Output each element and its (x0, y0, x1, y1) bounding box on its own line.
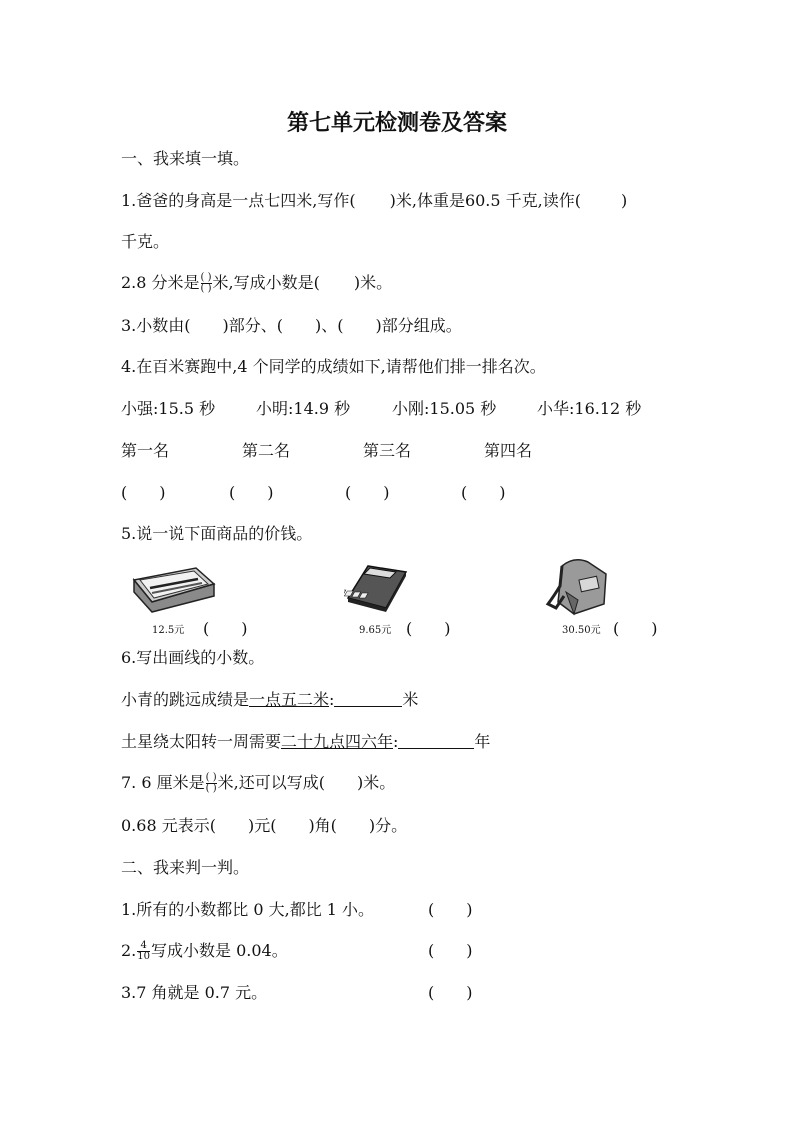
question-4: 4.在百米赛跑中,4 个同学的成绩如下,请帮他们排一排名次。 (121, 357, 546, 376)
price-3: 30.50元 (562, 625, 601, 636)
q6a-text: 小青的跳远成绩是 (121, 690, 250, 709)
q7-fraction[interactable] (206, 773, 217, 794)
judge-blank-1[interactable]: ( ) (428, 900, 473, 919)
price-1: 12.5元 (152, 625, 185, 636)
question-6a (121, 689, 418, 711)
price-blank-3[interactable]: ( ) (613, 619, 658, 638)
rank-3: 第三名 (363, 441, 412, 460)
fraction-denominator: ( ) (205, 783, 217, 794)
section-fill-heading: 一、我来填一填。 (121, 149, 250, 168)
calculator-icon (344, 562, 408, 614)
price-2: 9.65元 (359, 625, 392, 636)
q1-text-b: )米,体重是60.5 千克,读作( (389, 191, 581, 210)
result-4: 小华:16.12 秒 (537, 399, 642, 418)
result-1: 小强:15.5 秒 (121, 399, 216, 418)
q2-text-b: 米,写成小数是( (212, 273, 320, 292)
result-2: 小明:14.9 秒 (256, 399, 351, 418)
rank-blank-1[interactable]: ( ) (121, 483, 166, 502)
q2-text-a: 2.8 分米是 (121, 273, 200, 292)
question-2 (121, 272, 392, 294)
section-judge-heading: 二、我来判一判。 (121, 858, 250, 877)
q1-text-a: 1.爸爸的身高是一点七四米,写作( (121, 191, 356, 210)
question-6: 6.写出画线的小数。 (121, 648, 265, 667)
judge-1: 1.所有的小数都比 0 大,都比 1 小。 (121, 900, 375, 919)
question-1-cont: 千克。 (121, 232, 170, 251)
question-3: 3.小数由( )部分、( )、( )部分组成。 (121, 316, 462, 335)
backpack-icon (544, 556, 612, 616)
j2-text: 写成小数是 0.04。 (151, 941, 288, 960)
rank-blank-2[interactable]: ( ) (229, 483, 274, 502)
pencil-case-icon (128, 562, 218, 614)
judge-3: 3.7 角就是 0.7 元。 (121, 983, 268, 1002)
rank-2: 第二名 (242, 441, 291, 460)
fraction-numerator: 4 (140, 940, 147, 951)
q7-text-a: 7. 6 厘米是 (121, 773, 205, 792)
q6a-unit: 米 (402, 690, 419, 709)
q7-text-b: 米,还可以写成( (217, 773, 325, 792)
price-blank-1[interactable]: ( ) (203, 619, 248, 638)
fraction-numerator: ( ) (205, 772, 217, 783)
question-7 (121, 772, 395, 794)
price-blank-2[interactable]: ( ) (406, 619, 451, 638)
j2-number: 2. (121, 941, 137, 960)
q6a-colon: : (329, 690, 335, 709)
fraction-denominator: 10 (137, 951, 150, 962)
rank-1: 第一名 (121, 441, 170, 460)
rank-4: 第四名 (484, 441, 533, 460)
q6b-unit: 年 (474, 732, 491, 751)
q6a-underlined: 一点五二米 (249, 690, 330, 709)
question-1 (121, 190, 627, 212)
q6b-underlined: 二十九点四六年 (281, 732, 394, 751)
q1-text-c: ) (620, 191, 628, 210)
q6a-answer-blank[interactable] (334, 690, 402, 707)
question-8: 0.68 元表示( )元( )角( )分。 (121, 816, 408, 835)
question-5: 5.说一说下面商品的价钱。 (121, 524, 313, 543)
q7-text-c: )米。 (356, 773, 396, 792)
q6b-colon: : (393, 732, 399, 751)
rank-blank-4[interactable]: ( ) (461, 483, 506, 502)
fraction-denominator: ( ) (200, 283, 212, 294)
q2-text-c: )米。 (353, 273, 393, 292)
fraction-numerator: ( ) (200, 272, 212, 283)
page-title: 第七单元检测卷及答案 (286, 111, 507, 136)
q2-fraction[interactable] (201, 273, 212, 294)
result-3: 小刚:15.05 秒 (392, 399, 497, 418)
judge-blank-2[interactable]: ( ) (428, 941, 473, 960)
judge-blank-3[interactable]: ( ) (428, 983, 473, 1002)
j2-fraction (137, 941, 150, 962)
q6b-text: 土星绕太阳转一周需要 (121, 732, 282, 751)
q6b-answer-blank[interactable] (398, 732, 474, 749)
question-6b (121, 731, 490, 753)
rank-blank-3[interactable]: ( ) (345, 483, 390, 502)
judge-2 (121, 940, 288, 962)
